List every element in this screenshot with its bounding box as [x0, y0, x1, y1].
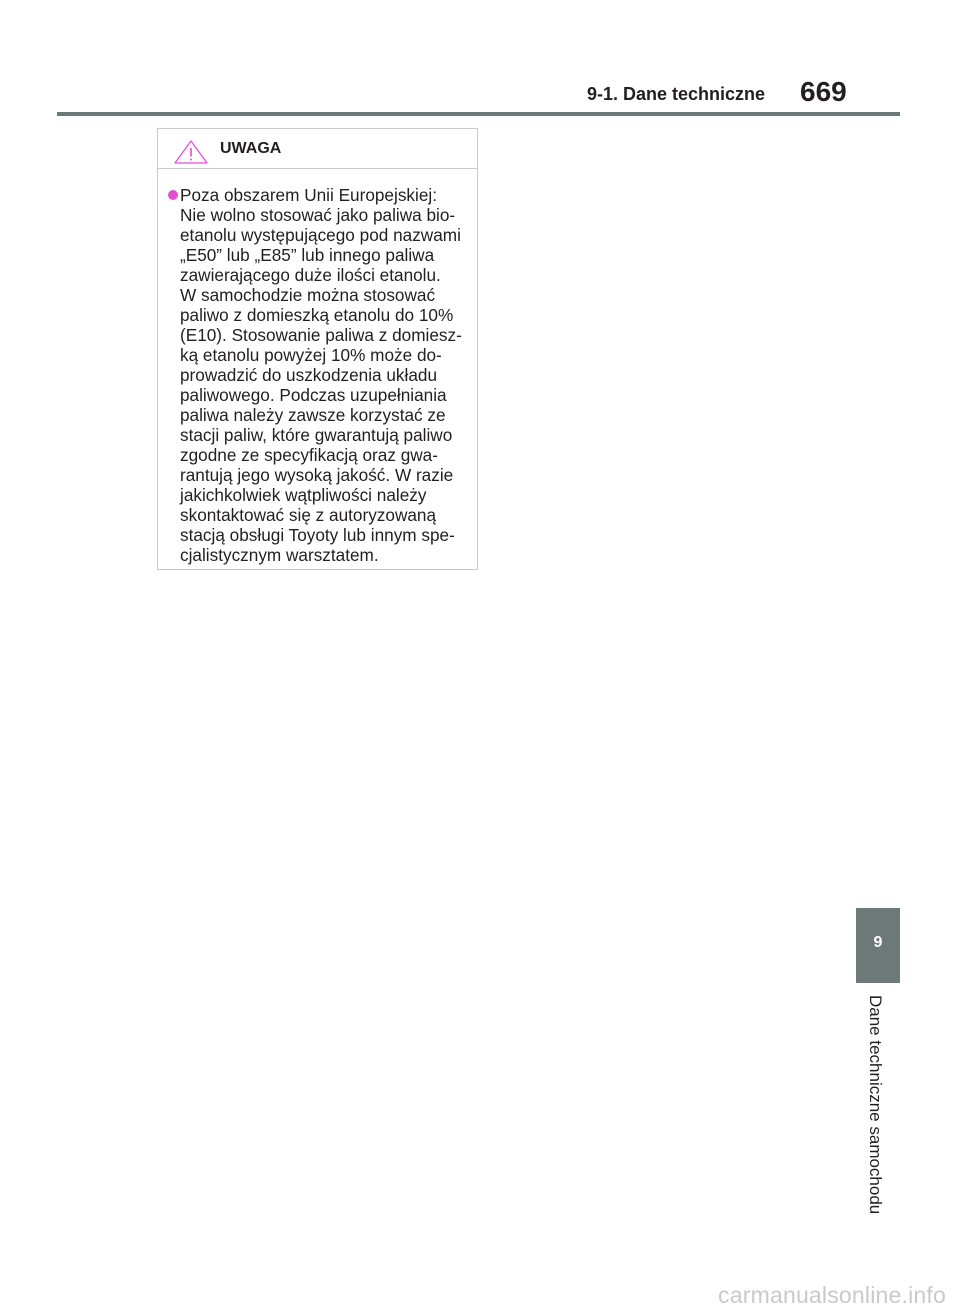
watermark: carmanualsonline.info	[718, 1282, 946, 1308]
caution-line: zawierającego duże ilości etanolu.	[180, 265, 441, 285]
caution-line: skontaktować się z autoryzowaną	[180, 505, 437, 525]
caution-line: zgodne ze specyfikacją oraz gwa-	[180, 445, 438, 465]
section-title: 9-1. Dane techniczne	[587, 84, 766, 104]
caution-line: jakichkolwiek wątpliwości należy	[180, 485, 427, 505]
caution-line: Nie wolno stosować jako paliwa bio-	[180, 205, 456, 225]
caution-body	[158, 169, 477, 565]
caution-line: Poza obszarem Unii Europejskiej:	[180, 185, 437, 205]
caution-box	[157, 128, 478, 570]
chapter-label: Dane techniczne samochodu	[866, 995, 885, 1215]
page-number: 669	[800, 76, 847, 107]
caution-line: W samochodzie można stosować	[180, 285, 436, 305]
chapter-tab	[856, 908, 900, 983]
caution-line: (E10). Stosowanie paliwa z domiesz-	[180, 325, 462, 345]
caution-line: paliwa należy zawsze korzystać ze	[180, 405, 446, 425]
caution-title: UWAGA	[220, 140, 282, 157]
caution-line: paliwowego. Podczas uzupełniania	[180, 385, 447, 405]
caution-line: prowadzić do uszkodzenia układu	[180, 365, 438, 385]
caution-line: „E50” lub „E85” lub innego paliwa	[180, 245, 435, 265]
caution-line: rantują jego wysoką jakość. W razie	[180, 465, 454, 485]
caution-line: stacją obsługi Toyoty lub innym spe-	[180, 525, 455, 545]
bullet-dot	[168, 190, 178, 200]
caution-line: stacji paliw, które gwarantują paliwo	[180, 425, 453, 445]
warning-triangle-icon	[173, 139, 209, 165]
caution-header	[158, 129, 477, 169]
caution-line: paliwo z domieszką etanolu do 10%	[180, 305, 454, 325]
caution-line: cjalistycznym warsztatem.	[180, 545, 379, 565]
chapter-number: 9	[873, 934, 883, 951]
caution-line: etanolu występującego pod nazwami	[180, 225, 461, 245]
header-rule	[57, 112, 900, 116]
caution-line: ką etanolu powyżej 10% może do-	[180, 345, 442, 365]
